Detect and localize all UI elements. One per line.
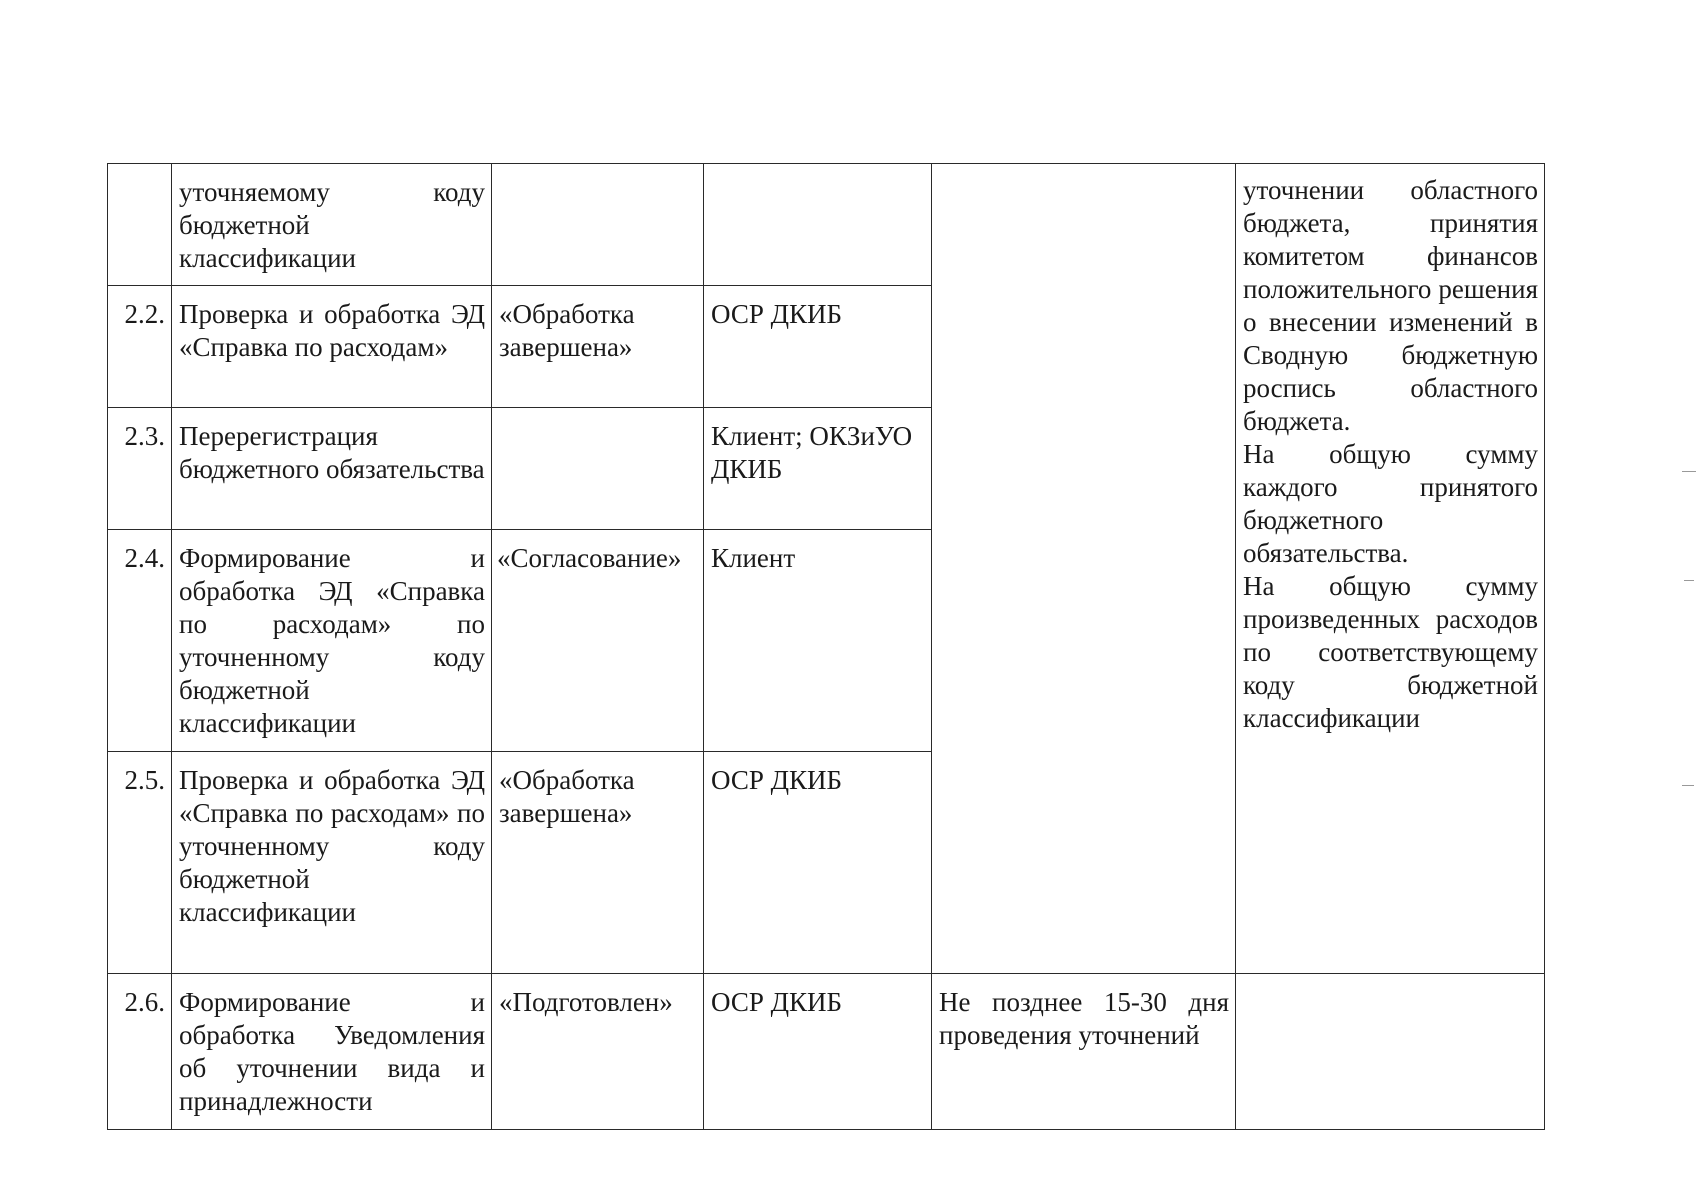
status-cell — [492, 164, 704, 286]
status-cell: «Подготовлен» — [492, 974, 704, 1130]
timing-cell-merged — [932, 164, 1236, 974]
scan-speck — [1684, 580, 1694, 581]
row-number: 2.4. — [108, 530, 172, 752]
row-number: 2.6. — [108, 974, 172, 1130]
table-row — [108, 164, 1545, 286]
timing-cell: Не позднее 15-30 дня проведения уточнений — [932, 974, 1236, 1130]
status-cell — [492, 408, 704, 530]
action-cell: Проверка и обработка ЭД «Справка по расходам» — [172, 286, 492, 408]
scan-speck — [1682, 785, 1694, 786]
executor-cell: ОСР ДКИБ — [704, 286, 932, 408]
status-cell: «Обработка завершена» — [492, 286, 704, 408]
basis-cell — [1236, 974, 1545, 1130]
action-cell: уточняемому коду бюджетной классификации — [172, 164, 492, 286]
status-cell: «Обработка завершена» — [492, 752, 704, 974]
row-number — [108, 164, 172, 286]
basis-paragraph: На общую сумму произведенных расходов по соответствующему коду бюджетной классификации — [1243, 571, 1538, 733]
executor-cell: ОСР ДКИБ — [704, 974, 932, 1130]
basis-cell-merged — [1236, 164, 1545, 974]
action-cell: Проверка и обработка ЭД «Справка по расходам» по уточненному коду бюджетной классификации — [172, 752, 492, 974]
row-number: 2.2. — [108, 286, 172, 408]
executor-cell: Клиент; ОКЗиУО ДКИБ — [704, 408, 932, 530]
status-cell: «Согласование» — [492, 530, 704, 752]
table-row — [108, 974, 1545, 1130]
executor-cell: ОСР ДКИБ — [704, 752, 932, 974]
action-cell: Перерегистрация бюджетного обязательства — [172, 408, 492, 530]
basis-paragraph: уточнении областного бюджета, принятия комитетом финансов положительного решения о внесении изменений в Сводную бюджетную роспись областного бюджета. — [1243, 175, 1538, 436]
action-cell: Формирование и обработка ЭД «Справка по расходам» по уточненному коду бюджетной классификации — [172, 530, 492, 752]
scan-speck — [1682, 471, 1696, 472]
basis-paragraph: На общую сумму каждого принятого бюджетного обязательства. — [1243, 439, 1538, 568]
executor-cell — [704, 164, 932, 286]
row-number: 2.3. — [108, 408, 172, 530]
procedure-table — [107, 163, 1545, 1130]
row-number: 2.5. — [108, 752, 172, 974]
action-cell: Формирование и обработка Уведомления об уточнении вида и принадлежности — [172, 974, 492, 1130]
executor-cell: Клиент — [704, 530, 932, 752]
